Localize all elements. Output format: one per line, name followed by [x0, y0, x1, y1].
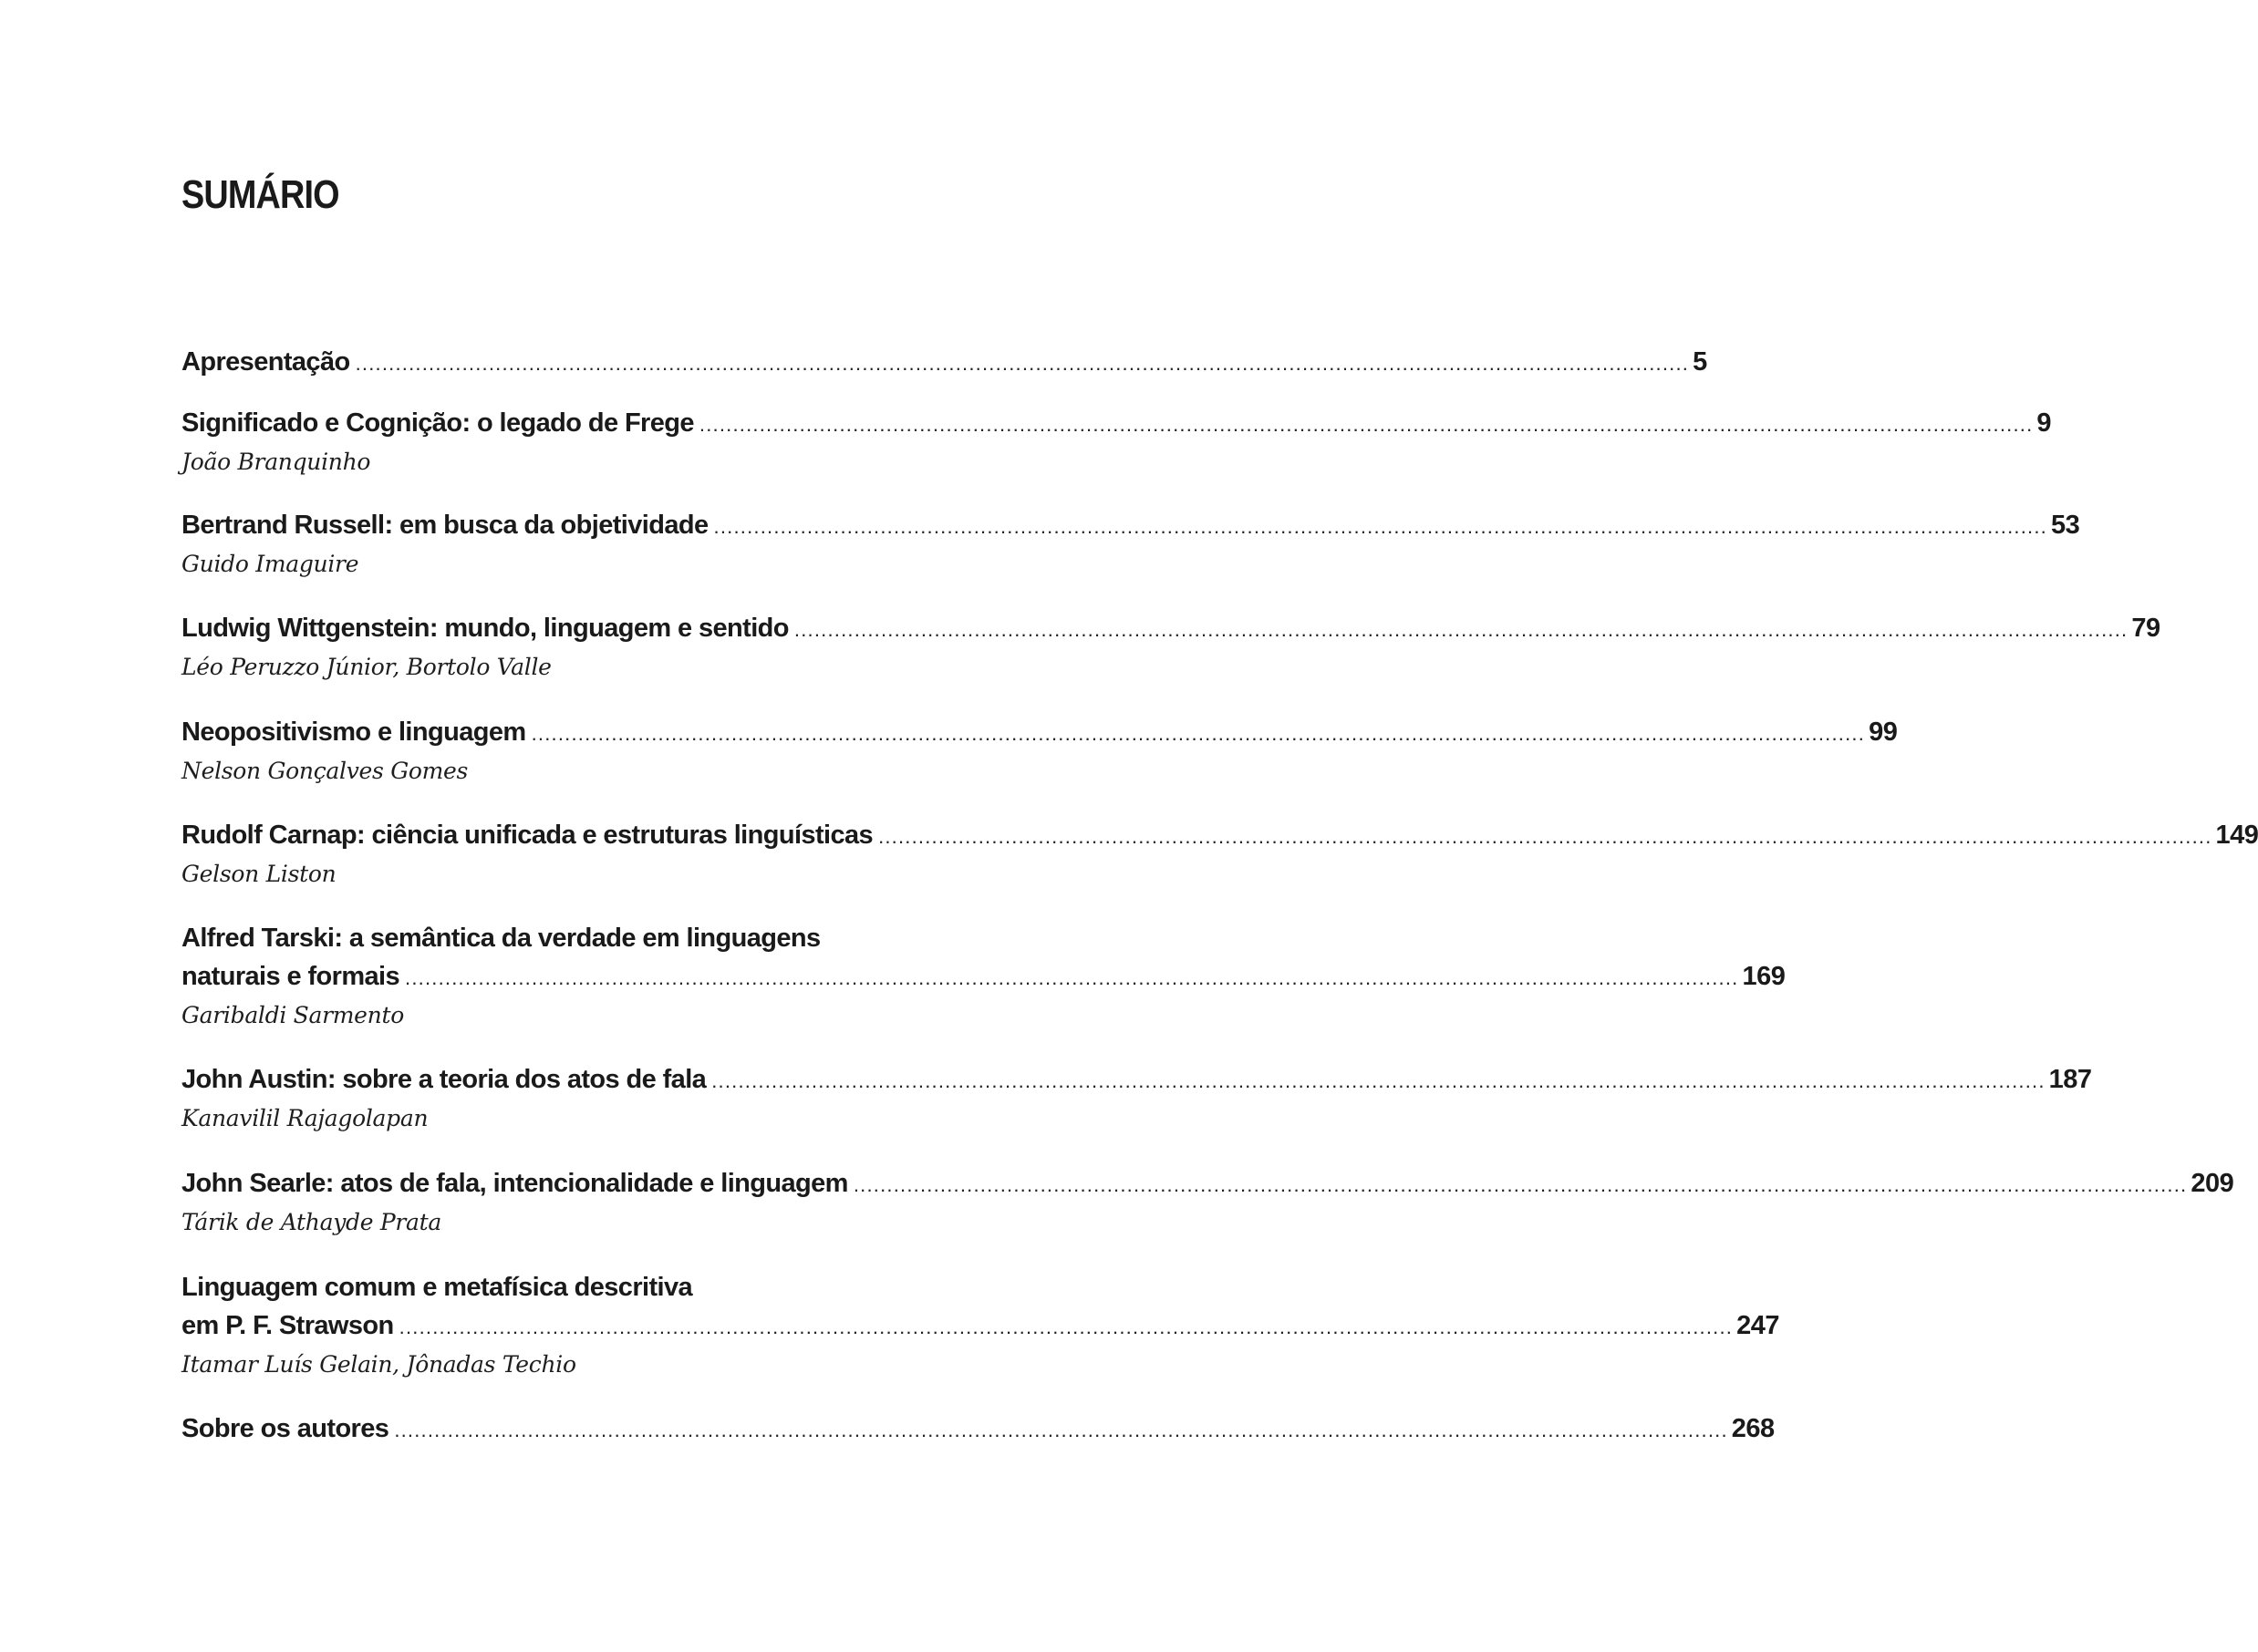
toc-entry-author: Gelson Liston: [181, 861, 337, 887]
toc-entry-line: [181, 713, 1898, 751]
toc-entry[interactable]: [181, 343, 1707, 381]
toc-entry-line: [181, 1164, 2234, 1203]
toc-entry-author: Nelson Gonçalves Gomes: [181, 758, 469, 784]
toc-entry-title: Significado e Cognição: o legado de Frege: [181, 408, 694, 438]
toc-entry-author: Itamar Luís Gelain, Jônadas Techio: [181, 1351, 576, 1378]
toc-entry-page: 9: [2036, 408, 2052, 438]
table-of-contents-page: [181, 0, 2258, 1652]
toc-entry-author: Léo Peruzzo Júnior, Bortolo Valle: [181, 654, 552, 680]
toc-entry-title: Sobre os autores: [181, 1414, 389, 1443]
dot-leader: ........................................................................................................................................................................................................: [394, 1419, 1728, 1441]
toc-entry-page: 149: [2215, 821, 2258, 850]
toc-entry[interactable]: [181, 506, 2080, 581]
toc-entry-title: em P. F. Strawson: [181, 1311, 394, 1340]
toc-entry-line: [181, 1060, 2092, 1099]
toc-entry-title-line1: Alfred Tarski: a semântica da verdade em linguagens: [181, 924, 821, 953]
toc-entry-line: [181, 343, 1707, 381]
toc-entry-title: John Searle: atos de fala, intencionalidade e linguagem: [181, 1169, 848, 1198]
dot-leader: ........................................................................................................................................................................................................: [713, 515, 2047, 538]
toc-entry-title: Ludwig Wittgenstein: mundo, linguagem e sentido: [181, 614, 789, 643]
toc-entry[interactable]: [181, 609, 2160, 684]
toc-entry[interactable]: [181, 404, 2052, 479]
toc-entry-page: 268: [1731, 1414, 1775, 1443]
toc-entry-title: Bertrand Russell: em busca da objetividade: [181, 511, 709, 540]
toc-entry[interactable]: [181, 713, 1898, 788]
toc-entry-line: [181, 609, 2160, 647]
dot-leader: ........................................................................................................................................................................................................: [853, 1173, 2188, 1196]
toc-entry-title: Rudolf Carnap: ciência unificada e estruturas linguísticas: [181, 821, 874, 850]
toc-entry-line: [181, 506, 2080, 544]
toc-entry-line: [181, 1306, 1779, 1345]
toc-entry-author: Garibaldi Sarmento: [181, 1002, 404, 1028]
toc-entry-line: [181, 1409, 1775, 1448]
dot-leader: ........................................................................................................................................................................................................: [793, 618, 2129, 641]
toc-entry-line: [181, 957, 1786, 996]
toc-entry-line: [181, 816, 2258, 854]
dot-leader: ........................................................................................................................................................................................................: [711, 1069, 2046, 1092]
toc-entry-author: Tárik de Athayde Prata: [181, 1209, 441, 1235]
dot-leader: ........................................................................................................................................................................................................: [878, 825, 2212, 848]
toc-entry-title: John Austin: sobre a teoria dos atos de fala: [181, 1065, 707, 1094]
toc-entry-page: 187: [2048, 1065, 2092, 1094]
dot-leader: ........................................................................................................................................................................................................: [399, 1316, 1734, 1338]
dot-leader: ........................................................................................................................................................................................................: [355, 352, 1690, 375]
toc-entry-page: 209: [2191, 1169, 2234, 1198]
toc-entry-page: 5: [1693, 347, 1707, 377]
toc-entry-page: 79: [2131, 614, 2160, 643]
toc-entry-page: 99: [1869, 718, 1898, 747]
toc-entry-author: João Branquinho: [181, 449, 371, 475]
toc-entry-page: 53: [2051, 511, 2080, 540]
toc-entry-line: [181, 404, 2052, 442]
toc-entry[interactable]: [181, 816, 2258, 891]
toc-entry[interactable]: [181, 1164, 2234, 1239]
toc-entry-page: 169: [1742, 962, 1786, 991]
toc-entry-author: Guido Imaguire: [181, 551, 359, 577]
toc-entry-title: Apresentação: [181, 347, 350, 377]
toc-entry-title: naturais e formais: [181, 962, 400, 991]
dot-leader: ........................................................................................................................................................................................................: [405, 966, 1739, 989]
toc-entry[interactable]: [181, 1268, 1779, 1381]
toc-entry[interactable]: [181, 1409, 1775, 1448]
toc-entry-page: 247: [1736, 1311, 1779, 1340]
dot-leader: ........................................................................................................................................................................................................: [699, 413, 2034, 436]
toc-entry-title-line1: Linguagem comum e metafísica descritiva: [181, 1273, 693, 1302]
toc-entry-author: Kanavilil Rajagolapan: [181, 1105, 429, 1131]
page-title: SUMÁRIO: [181, 172, 339, 217]
dot-leader: ........................................................................................................................................................................................................: [531, 722, 1866, 745]
toc-entry[interactable]: [181, 1060, 2092, 1135]
toc-entry-title: Neopositivismo e linguagem: [181, 718, 526, 747]
toc-entry[interactable]: [181, 919, 1786, 1032]
